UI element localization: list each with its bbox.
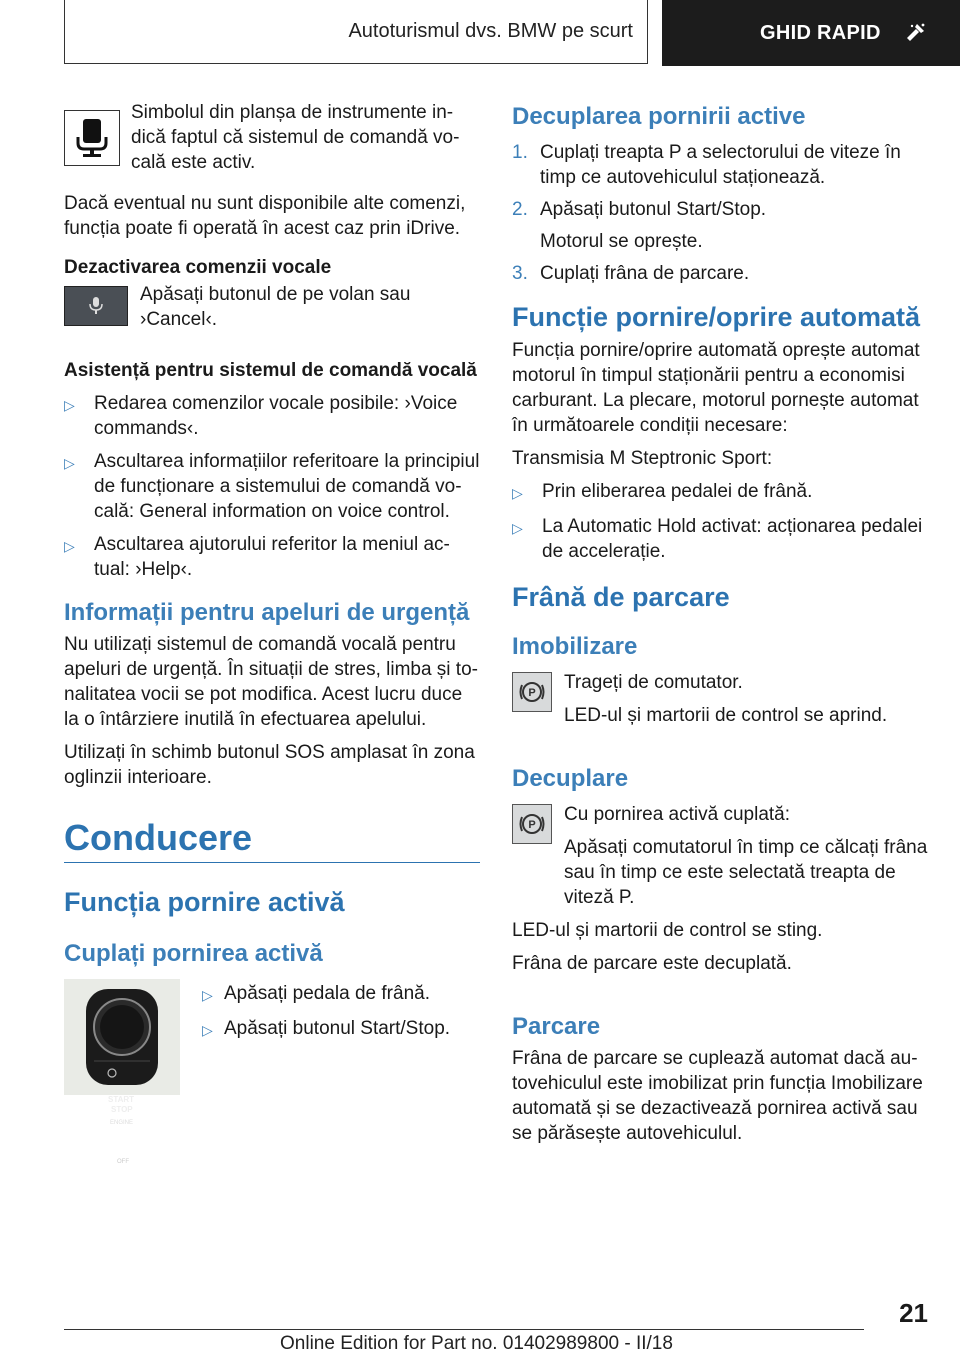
engage-steps-list (202, 981, 450, 1095)
quick-guide-icon (903, 21, 927, 45)
list-item: 3. Cuplați frâna de parcare. (512, 263, 750, 284)
header-badge-label: GHID RAPID (760, 21, 881, 44)
list-item: 2. Apăsați butonul Start/Stop. (512, 199, 767, 220)
bullet-triangle-icon: ▷ (202, 1022, 213, 1038)
start-stop-button-photo (64, 979, 180, 1095)
engage-active-start-title: Cuplați pornirea activă (64, 940, 323, 967)
left-column (64, 96, 480, 1095)
bullet-triangle-icon: ▷ (64, 397, 75, 413)
release-condition: Cu pornirea activă cuplată: (564, 804, 791, 825)
list-item: ▷ Apăsați butonul Start/Stop. (202, 1016, 450, 1043)
list-item: 1. Cuplați treapta P a selectorului de viteze în timp ce autovehiculul staționează. (512, 142, 901, 188)
list-item: ▷ Ascultarea informațiilor referitoare la principiul de funcționare a sistemului de comandă vo-cală: General information on voice control. (64, 451, 480, 522)
voice-symbol-text: Simbolul din planșa de instrumente in-dică faptul că sistemul de comandă vo-cală este activ. (131, 102, 460, 173)
list-item: ▷ Redarea comenzilor vocale posibile: ›Voice commands‹. (64, 393, 458, 439)
bullet-triangle-icon: ▷ (512, 520, 523, 536)
auto-start-stop-paragraph: Funcția pornire/oprire automată oprește automat motorul în timpul staționării pentru a economisi carburant. La plecare, motorul pornește automat în următoarele condiții necesare: (512, 340, 920, 436)
parking-title: Parcare (512, 1013, 601, 1040)
immobilize-text: Trageți de comutator. LED-ul și martorii de control se aprind. (564, 672, 888, 726)
deactivate-steps (512, 140, 928, 222)
driving-title: Conducere (64, 817, 253, 858)
page-number: 21 (899, 1298, 928, 1328)
microphone-icon (75, 117, 109, 159)
parking-brake-icon (517, 809, 547, 839)
bullet-triangle-icon: ▷ (64, 538, 75, 554)
footer-divider (64, 1329, 864, 1330)
footer-edition: Online Edition for Part no. 01402989800 - II/18 (280, 1333, 673, 1354)
emergency-title: Informații pentru apeluri de urgență (64, 599, 470, 626)
engage-row (64, 979, 480, 1095)
deactivate-steps-continued (512, 261, 928, 286)
auto-start-stop-title: Funcție pornire/oprire automată (512, 302, 921, 332)
deactivate-voice-row (64, 282, 480, 332)
immobilize-title: Imobilizare (512, 633, 638, 660)
deactivate-active-start-title: Decuplarea pornirii active (512, 103, 806, 130)
voice-button-icon (88, 296, 104, 316)
release-title: Decuplare (512, 765, 629, 792)
auto-conditions-list (512, 479, 928, 564)
list-item: ▷ Apăsați pedala de frână. (202, 981, 450, 1008)
parking-brake-switch (512, 804, 552, 844)
parking-paragraph: Frâna de parcare se cuplează automat dacă au-tovehiculul este imobilizat prin funcția Imobilizare automată și se dezactivează pornirea activă sau se părăsește autovehiculul. (512, 1048, 923, 1144)
engine-label: ENGINE (110, 1120, 134, 1126)
list-item: ▷ Prin eliberarea pedalei de frână. (512, 479, 928, 506)
emergency-paragraph-2: Utilizați în schimb butonul SOS amplasat în zona oglinzii interioare. (64, 742, 475, 788)
header-badge (662, 0, 960, 66)
emergency-paragraph-1: Nu utilizați sistemul de comandă vocală pentru apeluri de urgență. În situații de stres, limba și to-nalitatea vocii se pot modifica. Acest lucru duce la o întârziere inutilă în efectuarea apelului. (64, 634, 478, 730)
bullet-triangle-icon: ▷ (64, 455, 75, 471)
deactivate-voice-title: Dezactivarea comenzii vocale (64, 257, 332, 278)
off-label: OFF (117, 1159, 129, 1165)
bullet-triangle-icon: ▷ (202, 987, 213, 1003)
driving-divider (64, 862, 480, 863)
svg-text:P: P (528, 687, 536, 699)
steering-wheel-voice-button (64, 286, 128, 326)
active-start-title: Funcția pornire activă (64, 887, 345, 917)
transmission-label: Transmisia M Steptronic Sport: (512, 448, 773, 469)
parking-brake-icon (517, 677, 547, 707)
start-label: START (108, 1095, 135, 1104)
parking-brake-switch (512, 672, 552, 712)
header-section-title: Autoturismul dvs. BMW pe scurt (348, 20, 633, 42)
deactivate-voice-text: Apăsați butonul de pe volan sau ›Cancel‹. (140, 284, 411, 330)
parking-brake-title: Frână de parcare (512, 582, 730, 612)
stop-label: STOP (111, 1105, 133, 1114)
right-column (512, 96, 928, 1146)
voice-assist-title: Asistență pentru sistemul de comandă vocală (64, 360, 477, 381)
list-item: ▷ La Automatic Hold activat: acționarea pedalei de accelerație. (512, 516, 923, 562)
immobilize-row (512, 670, 928, 728)
bullet-triangle-icon: ▷ (512, 485, 523, 501)
voice-symbol-row (64, 100, 480, 175)
start-stop-button-icon (72, 983, 172, 1091)
voice-control-symbol (64, 110, 120, 166)
engine-stops-note: Motorul se oprește. (540, 231, 703, 252)
list-item: ▷ Ascultarea ajutorului referitor la meniul ac-tual: ›Help‹. (64, 534, 450, 580)
idrive-paragraph: Dacă eventual nu sunt disponibile alte comenzi, funcția poate fi operată în acest caz prin iDrive. (64, 193, 466, 239)
svg-text:P: P (528, 819, 536, 831)
header-section-box (64, 0, 648, 64)
voice-assist-list (64, 391, 480, 582)
release-status-text: Frâna de parcare este decuplată. (512, 953, 792, 974)
release-instruction: Apăsați comutatorul în timp ce călcați frâna sau în timp ce este selectată treapta de viteză P. (564, 837, 928, 908)
release-led-text: LED-ul și martorii de control se sting. (512, 920, 823, 941)
